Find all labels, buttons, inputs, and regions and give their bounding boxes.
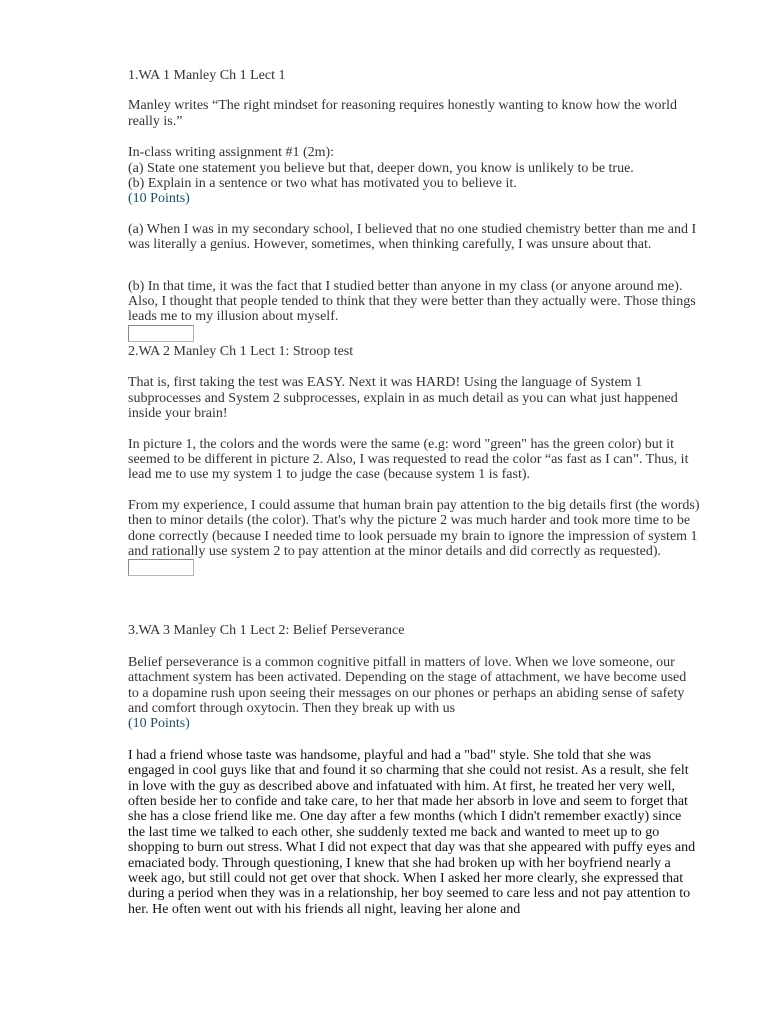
q3-prompt: Belief perseverance is a common cognitive pitfall in matters of love. When we love someone, our attachment system has been activated. Depending on the stage of attachment, we have become used to a dopamine rush upon seeing their messages on our phones or perhaps an abiding sense of safety and comfort through oxytocin. Then they break up with us (128, 654, 687, 716)
q3-answer: I had a friend whose taste was handsome, playful and had a "bad" style. She told that she was engaged in cool guys like that and found it so charming that she could not resist. As a result, she felt in love with the guy as described above and infatuated with him. At first, he treated her very well, often beside her to confide and take care, to her that made her absorb in love and seem to forget that she has a close friend like me. One day after a few months (which I didn't remember exactly) since the last time we talked to each other, she suddenly texted me back and wanted to meet up to go shopping to burn out stress. What I did not expect that day was that she appeared with puffy eyes and emaciated body. Through questioning, I knew that she had broken up with her boyfriend nearly a week ago, but still could not get over that shock. When I asked her more clearly, she expressed that during a period when they was in a relationship, her boy seemed to care less and not pay attention to her. He often went out with his friends all night, leaving her alone and (128, 747, 696, 917)
q1-score-input[interactable] (128, 325, 194, 342)
q1-answer-a: (a) When I was in my secondary school, I believed that no one studied chemistry better than me and I was literally a genius. However, sometimes, when thinking carefully, I was unsure about that. (128, 221, 697, 253)
q2-answer-1: In picture 1, the colors and the words were the same (e.g: word "green" has the green color) but it seemed to be different in picture 2. Also, I was requested to read the color “as fast as I can”. Thus, it lead me to use my system 1 to judge the case (because system 1 is fast). (128, 436, 689, 483)
q1-answer-b: (b) In that time, it was the fact that I studied better than anyone in my class (or anyone around me). Also, I thought that people tended to think that they were better than they actually were. Those things leads me to my illusion about myself. (128, 278, 696, 325)
q1-instructions (128, 145, 700, 207)
q1-heading: 1.WA 1 Manley Ch 1 Lect 1 (128, 68, 286, 83)
q2-heading: 2.WA 2 Manley Ch 1 Lect 1: Stroop test (128, 343, 354, 359)
q2-prompt: That is, first taking the test was EASY. Next it was HARD! Using the language of System 1 subprocesses and System 2 subprocesses, explain in as much detail as you can what just happened inside your brain! (128, 375, 678, 422)
document-page (128, 68, 700, 917)
q2-score-input[interactable] (128, 559, 194, 576)
q3-points: (10 Points) (128, 716, 190, 732)
q1-instruction-title: In-class writing assignment #1 (2m): (128, 145, 335, 161)
q3-heading: 3.WA 3 Manley Ch 1 Lect 2: Belief Perseverance (128, 623, 405, 639)
q2-answer-2: From my experience, I could assume that human brain pay attention to the big details first (the words) then to minor details (the color). That's why the picture 2 was much harder and took more time to be done correctly (because I needed time to look persuade my brain to ignore the impression of system 1 and rationally use system 2 to pay attention at the minor details and did correctly as requested). (128, 497, 700, 559)
q3-prompt-block (128, 655, 700, 732)
q1-points: (10 Points) (128, 191, 190, 207)
q1-instruction-a: (a) State one statement you believe but that, deeper down, you know is unlikely to be true. (128, 160, 634, 176)
q1-instruction-b: (b) Explain in a sentence or two what has motivated you to believe it. (128, 176, 517, 192)
q1-prompt: Manley writes “The right mindset for reasoning requires honestly wanting to know how the world really is.” (128, 98, 677, 129)
